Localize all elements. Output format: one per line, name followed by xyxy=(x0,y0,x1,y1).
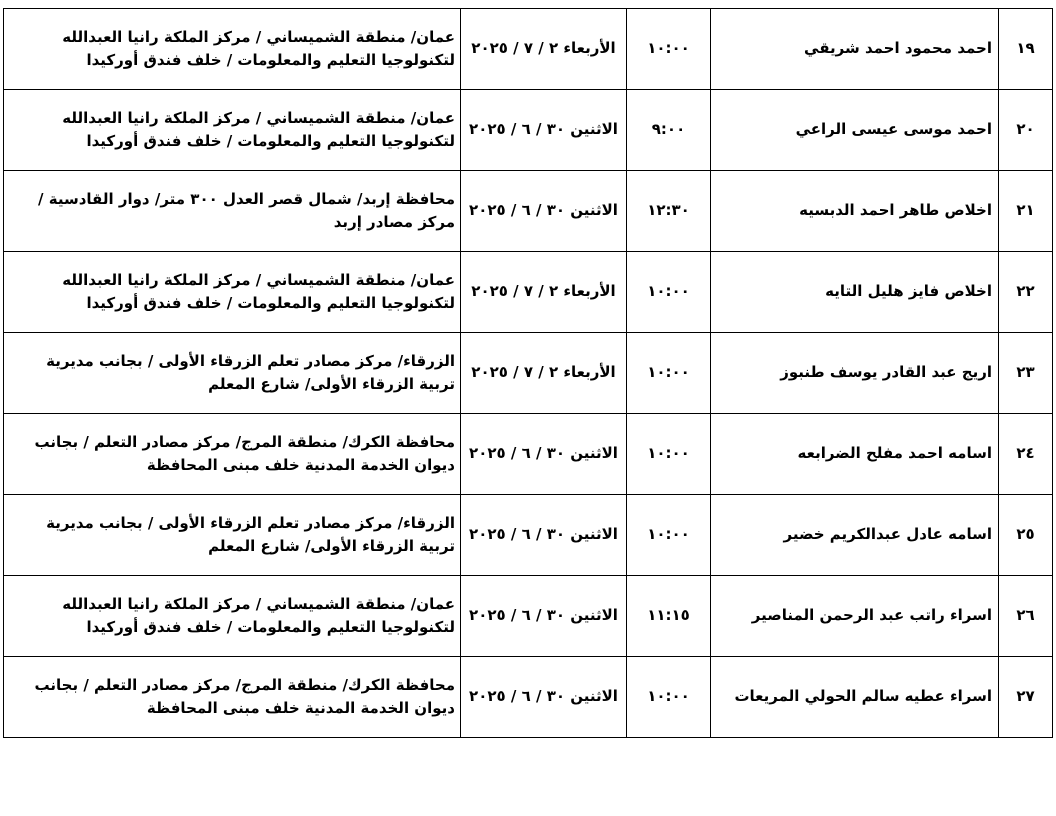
exam-time: ١٢:٣٠ xyxy=(627,171,711,252)
exam-time: ٩:٠٠ xyxy=(627,90,711,171)
candidate-name: اخلاص طاهر احمد الدبسيه xyxy=(711,171,999,252)
row-number: ٢٥ xyxy=(999,495,1053,576)
exam-location: عمان/ منطقة الشميساني / مركز الملكة رانيا العبدالله لتكنولوجيا التعليم والمعلومات / خلف فندق أوركيدا xyxy=(4,90,461,171)
exam-location: الزرقاء/ مركز مصادر تعلم الزرقاء الأولى / بجانب مديرية تربية الزرقاء الأولى/ شارع المعلم xyxy=(4,333,461,414)
row-number: ٢٧ xyxy=(999,657,1053,738)
exam-date: الاثنين ٣٠ / ٦ / ٢٠٢٥ xyxy=(461,495,627,576)
exam-time: ١٠:٠٠ xyxy=(627,657,711,738)
candidate-name: اسراء عطيه سالم الحولي المريعات xyxy=(711,657,999,738)
exam-time: ١٠:٠٠ xyxy=(627,252,711,333)
table-row xyxy=(4,9,1053,90)
table-row xyxy=(4,414,1053,495)
exam-time: ١٠:٠٠ xyxy=(627,333,711,414)
candidate-name: اسامه عادل عبدالكريم خضير xyxy=(711,495,999,576)
candidate-name: اخلاص فايز هليل التايه xyxy=(711,252,999,333)
schedule-table xyxy=(3,8,1053,738)
table-row xyxy=(4,333,1053,414)
table-row xyxy=(4,576,1053,657)
row-number: ٢٤ xyxy=(999,414,1053,495)
row-number: ١٩ xyxy=(999,9,1053,90)
exam-date: الاثنين ٣٠ / ٦ / ٢٠٢٥ xyxy=(461,90,627,171)
exam-location: محافظة الكرك/ منطقة المرج/ مركز مصادر التعلم / بجانب ديوان الخدمة المدنية خلف مبنى المحافظة xyxy=(4,657,461,738)
exam-time: ١٠:٠٠ xyxy=(627,9,711,90)
exam-location: محافظة الكرك/ منطقة المرج/ مركز مصادر التعلم / بجانب ديوان الخدمة المدنية خلف مبنى المحافظة xyxy=(4,414,461,495)
row-number: ٢١ xyxy=(999,171,1053,252)
table-row xyxy=(4,252,1053,333)
row-number: ٢٦ xyxy=(999,576,1053,657)
exam-time: ١٠:٠٠ xyxy=(627,414,711,495)
exam-time: ١٠:٠٠ xyxy=(627,495,711,576)
table-row xyxy=(4,495,1053,576)
candidate-name: اسامه احمد مفلح الضرابعه xyxy=(711,414,999,495)
row-number: ٢٢ xyxy=(999,252,1053,333)
exam-date: الاثنين ٣٠ / ٦ / ٢٠٢٥ xyxy=(461,576,627,657)
candidate-name: اسراء راتب عبد الرحمن المناصير xyxy=(711,576,999,657)
exam-location: الزرقاء/ مركز مصادر تعلم الزرقاء الأولى / بجانب مديرية تربية الزرقاء الأولى/ شارع المعلم xyxy=(4,495,461,576)
table-row xyxy=(4,657,1053,738)
exam-location: عمان/ منطقة الشميساني / مركز الملكة رانيا العبدالله لتكنولوجيا التعليم والمعلومات / خلف فندق أوركيدا xyxy=(4,576,461,657)
exam-location: محافظة إربد/ شمال قصر العدل ٣٠٠ متر/ دوار القادسية / مركز مصادر إربد xyxy=(4,171,461,252)
candidate-name: احمد موسى عيسى الراعي xyxy=(711,90,999,171)
exam-date: الأربعاء ٢ / ٧ / ٢٠٢٥ xyxy=(461,333,627,414)
exam-location: عمان/ منطقة الشميساني / مركز الملكة رانيا العبدالله لتكنولوجيا التعليم والمعلومات / خلف فندق أوركيدا xyxy=(4,9,461,90)
candidate-name: اريج عبد القادر يوسف طنبوز xyxy=(711,333,999,414)
exam-date: الأربعاء ٢ / ٧ / ٢٠٢٥ xyxy=(461,252,627,333)
row-number: ٢٣ xyxy=(999,333,1053,414)
exam-date: الأربعاء ٢ / ٧ / ٢٠٢٥ xyxy=(461,9,627,90)
exam-date: الاثنين ٣٠ / ٦ / ٢٠٢٥ xyxy=(461,171,627,252)
exam-date: الاثنين ٣٠ / ٦ / ٢٠٢٥ xyxy=(461,414,627,495)
table-row xyxy=(4,90,1053,171)
exam-location: عمان/ منطقة الشميساني / مركز الملكة رانيا العبدالله لتكنولوجيا التعليم والمعلومات / خلف فندق أوركيدا xyxy=(4,252,461,333)
exam-date: الاثنين ٣٠ / ٦ / ٢٠٢٥ xyxy=(461,657,627,738)
row-number: ٢٠ xyxy=(999,90,1053,171)
candidate-name: احمد محمود احمد شريقي xyxy=(711,9,999,90)
table-body xyxy=(4,9,1053,738)
exam-time: ١١:١٥ xyxy=(627,576,711,657)
table-row xyxy=(4,171,1053,252)
